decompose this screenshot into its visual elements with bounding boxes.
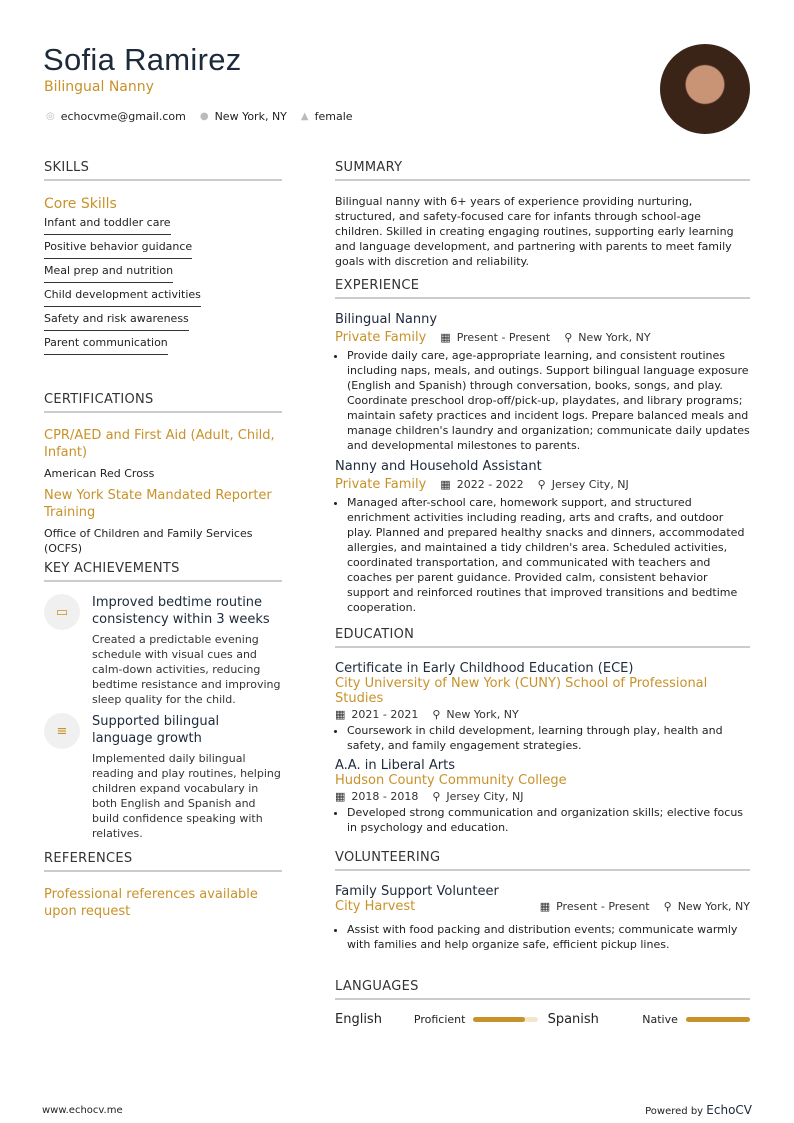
location: New York, NY xyxy=(578,331,651,344)
cert-name: CPR/AED and First Aid (Adult, Child, Infant) xyxy=(44,428,275,460)
bullet: • Managed after-school care, homework support, and structured enrichment activities including reading, arts and crafts, and outdoor play. Planned and prepared healthy snacks and dinners, accommodated allergies, and maintained a tidy children's area. Scheduled activities, coordinated transportation, and communicated with teachers and coaches per parent guidance. Provided calm, consistent behavior support and reinforced routines that improved transitions and bedtime cooperation. xyxy=(347,495,750,615)
achievement-desc: Created a predictable evening schedule with visual cues and calm-down activities, reducing bedtime resistance and improving sleep quality for the child. xyxy=(92,633,281,706)
summary-section xyxy=(335,160,750,269)
section-heading: REFERENCES xyxy=(44,851,282,872)
list-icon: ≡ xyxy=(44,713,80,749)
location-icon: ⚲ xyxy=(432,708,441,721)
certifications-section xyxy=(44,392,282,556)
dates: Present - Present xyxy=(456,331,551,344)
degree: A.A. in Liberal Arts xyxy=(335,758,455,773)
location-icon: ⚲ xyxy=(564,331,573,344)
dates: 2022 - 2022 xyxy=(456,478,524,491)
dates: 2021 - 2021 xyxy=(351,708,419,721)
achievements-section xyxy=(44,561,282,841)
brand-logo[interactable]: EchoCV xyxy=(706,1103,752,1117)
footer-site[interactable]: www.echocv.me xyxy=(42,1105,123,1116)
volunteering-section xyxy=(335,850,750,952)
section-heading: SKILLS xyxy=(44,160,282,181)
achievement-title: Supported bilingual language growth xyxy=(92,714,220,746)
achievement-title: Improved bedtime routine consistency within 3 weeks xyxy=(92,595,270,627)
email[interactable]: echocvme@gmail.com xyxy=(60,110,186,123)
location-icon: ⚲ xyxy=(432,790,441,803)
language-name: English xyxy=(335,1012,382,1027)
calendar-icon: ▭ xyxy=(44,594,80,630)
language-bar xyxy=(686,1017,750,1022)
references-text: Professional references available upon request xyxy=(44,887,258,919)
section-heading: EDUCATION xyxy=(335,627,750,648)
location-icon: ⚲ xyxy=(537,478,546,491)
employer: Private Family xyxy=(335,477,427,492)
employer: Private Family xyxy=(335,330,427,345)
experience-section xyxy=(335,278,750,615)
section-heading: VOLUNTEERING xyxy=(335,850,750,871)
cert-issuer: American Red Cross xyxy=(44,467,155,480)
job-role: Bilingual Nanny xyxy=(335,312,438,327)
languages-section xyxy=(335,979,750,1027)
school: City University of New York (CUNY) School of Professional Studies xyxy=(335,676,708,706)
references-section xyxy=(44,851,282,920)
contact-row xyxy=(46,110,353,123)
degree: Certificate in Early Childhood Education (ECE) xyxy=(335,661,634,676)
school: Hudson County Community College xyxy=(335,773,567,788)
location: Jersey City, NJ xyxy=(551,478,629,491)
section-heading: LANGUAGES xyxy=(335,979,750,1000)
bullet: • Developed strong communication and organization skills; elective focus in psychology and education. xyxy=(347,805,750,835)
job-role: Nanny and Household Assistant xyxy=(335,459,542,474)
section-heading: SUMMARY xyxy=(335,160,750,181)
calendar-icon: ▦ xyxy=(539,900,551,913)
location-icon: ● xyxy=(199,111,209,122)
location: New York, NY xyxy=(446,708,519,721)
profile-photo xyxy=(660,44,750,134)
language-name: Spanish xyxy=(547,1012,599,1027)
job-title: Bilingual Nanny xyxy=(44,79,154,95)
footer-powered xyxy=(645,1103,752,1117)
location: Jersey City, NJ xyxy=(446,790,524,803)
candidate-name: Sofia Ramirez xyxy=(43,42,242,77)
skill-item: Meal prep and nutrition xyxy=(44,260,173,283)
language-level: Native xyxy=(642,1013,678,1026)
email-icon: ◎ xyxy=(46,111,55,122)
powered-label: Powered by xyxy=(645,1106,704,1117)
education-section xyxy=(335,627,750,835)
skill-item: Parent communication xyxy=(44,332,168,355)
calendar-icon: ▦ xyxy=(335,708,346,721)
calendar-icon: ▦ xyxy=(440,331,451,344)
skills-section xyxy=(44,160,282,356)
location: New York, NY xyxy=(677,900,750,913)
volunteer-role: Family Support Volunteer xyxy=(335,884,499,899)
skill-group: Core Skills xyxy=(44,196,117,212)
achievement-desc: Implemented daily bilingual reading and play routines, helping children expand vocabulary in both English and Spanish and build confidence speaking with relatives. xyxy=(92,752,281,840)
skill-item: Child development activities xyxy=(44,284,201,307)
cert-issuer: Office of Children and Family Services (OCFS) xyxy=(44,527,253,555)
cert-name: New York State Mandated Reporter Training xyxy=(44,488,272,520)
achievement-item xyxy=(44,713,282,841)
section-heading: KEY ACHIEVEMENTS xyxy=(44,561,282,582)
section-heading: EXPERIENCE xyxy=(335,278,750,299)
bullet: • Provide daily care, age-appropriate learning, and consistent routines including naps, meals, and outings. Support bilingual language exposure (English and Spanish) through conversation, books, songs, and play. Coordinate preschool drop-off/pick-up, playdates, and library programs; maintain safety practices and incident logs. Prepare balanced meals and manage children's laundry and organization; communicate daily updates and developmental milestones to parents. xyxy=(347,348,750,453)
gender: female xyxy=(314,110,353,123)
bullet: • Assist with food packing and distribution events; communicate warmly with families and help organize safe, efficient pickup lines. xyxy=(347,922,750,952)
location: New York, NY xyxy=(214,110,287,123)
bullet: • Coursework in child development, learning through play, health and safety, and family engagement strategies. xyxy=(347,723,750,753)
language-level: Proficient xyxy=(413,1013,466,1026)
skill-item: Infant and toddler care xyxy=(44,212,171,235)
dates: Present - Present xyxy=(556,900,650,913)
location-icon: ⚲ xyxy=(663,900,672,913)
calendar-icon: ▦ xyxy=(335,790,346,803)
achievement-item xyxy=(44,594,282,707)
language-bar xyxy=(473,1017,537,1022)
summary-text: Bilingual nanny with 6+ years of experience providing nurturing, structured, and safety-focused care for infants through school-age children. Skilled in creating engaging routines, supporting early learning and language development, and partnering with parents to meet family goals with discretion and reliability. xyxy=(335,195,734,268)
person-icon: ▲ xyxy=(300,111,309,122)
dates: 2018 - 2018 xyxy=(351,790,419,803)
calendar-icon: ▦ xyxy=(440,478,451,491)
section-heading: CERTIFICATIONS xyxy=(44,392,282,413)
volunteer-org: City Harvest xyxy=(335,899,416,914)
skill-item: Safety and risk awareness xyxy=(44,308,189,331)
skill-item: Positive behavior guidance xyxy=(44,236,192,259)
